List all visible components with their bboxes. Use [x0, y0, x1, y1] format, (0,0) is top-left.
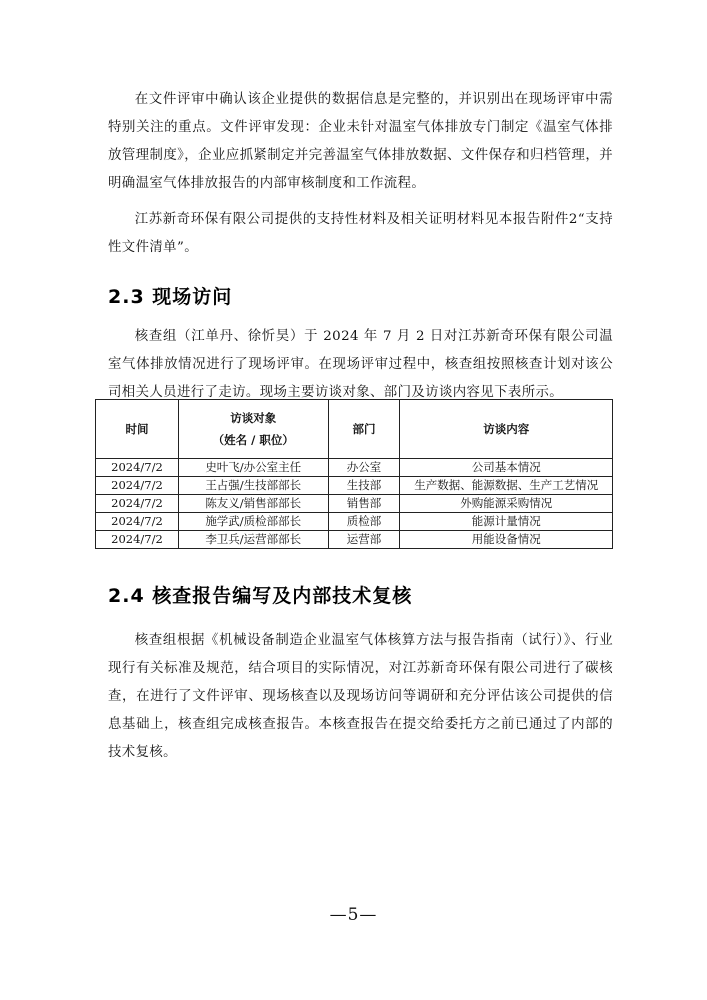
table-row	[96, 495, 613, 513]
interview-table	[95, 399, 613, 549]
section-heading-2-4: 2.4 核查报告编写及内部技术复核	[108, 585, 413, 607]
cell-content: 公司基本情况	[400, 459, 613, 477]
paragraph-site-visit: 核查组（江单丹、徐忻昊）于 2024 年 7 月 2 日对江苏新奇环保有限公司温室气体排放情况进行了现场评审。在现场评审过程中，核查组按照核查计划对该公司相关人员进行了走访。现场主要访谈对象、部门及访谈内容见下表所示。	[108, 329, 613, 400]
page-number: —5—	[329, 905, 378, 925]
cell-time: 2024/7/2	[96, 513, 179, 531]
cell-content: 用能设备情况	[400, 531, 613, 549]
cell-department: 生技部	[328, 477, 400, 495]
cell-department: 销售部	[328, 495, 400, 513]
table-row	[96, 531, 613, 549]
header-interviewee-line1: 访谈对象	[230, 411, 277, 425]
table-row	[96, 459, 613, 477]
cell-department: 运营部	[328, 531, 400, 549]
cell-content: 生产数据、能源数据、生产工艺情况	[400, 477, 613, 495]
header-time: 时间	[96, 400, 179, 459]
header-department: 部门	[328, 400, 400, 459]
cell-time: 2024/7/2	[96, 495, 179, 513]
table-row	[96, 477, 613, 495]
paragraph-report-review: 核查组根据《机械设备制造企业温室气体核算方法与报告指南（试行）》、行业现行有关标准及规范，结合项目的实际情况，对江苏新奇环保有限公司进行了碳核查，在进行了文件评审、现场核查以及现场访问等调研和充分评估该公司提供的信息基础上，核查组完成核查报告。本核查报告在提交给委托方之前已通过了内部的技术复核。	[108, 633, 613, 760]
paragraph-supporting-materials: 江苏新奇环保有限公司提供的支持性材料及相关证明材料见本报告附件2“支持性文件清单”。	[108, 212, 613, 255]
section-heading-2-3: 2.3 现场访问	[108, 286, 233, 308]
table-header-row	[96, 400, 613, 459]
paragraph-document-review: 在文件评审中确认该企业提供的数据信息是完整的，并识别出在现场评审中需特别关注的重点。文件评审发现：企业未针对温室气体排放专门制定《温室气体排放管理制度》，企业应抓紧制定并完善温室气体排放数据、文件保存和归档管理，并明确温室气体排放报告的内部审核制度和工作流程。	[108, 92, 613, 191]
header-interviewee-line2: （姓名 / 职位）	[212, 433, 294, 447]
cell-department: 办公室	[328, 459, 400, 477]
header-interviewee	[178, 400, 328, 459]
header-content: 访谈内容	[400, 400, 613, 459]
cell-department: 质检部	[328, 513, 400, 531]
cell-content: 能源计量情况	[400, 513, 613, 531]
cell-content: 外购能源采购情况	[400, 495, 613, 513]
table-row	[96, 513, 613, 531]
cell-time: 2024/7/2	[96, 531, 179, 549]
cell-person: 陈友义/销售部部长	[178, 495, 328, 513]
cell-person: 李卫兵/运营部部长	[178, 531, 328, 549]
cell-person: 史叶飞/办公室主任	[178, 459, 328, 477]
cell-person: 施学武/质检部部长	[178, 513, 328, 531]
cell-time: 2024/7/2	[96, 477, 179, 495]
cell-time: 2024/7/2	[96, 459, 179, 477]
cell-person: 王占强/生技部部长	[178, 477, 328, 495]
